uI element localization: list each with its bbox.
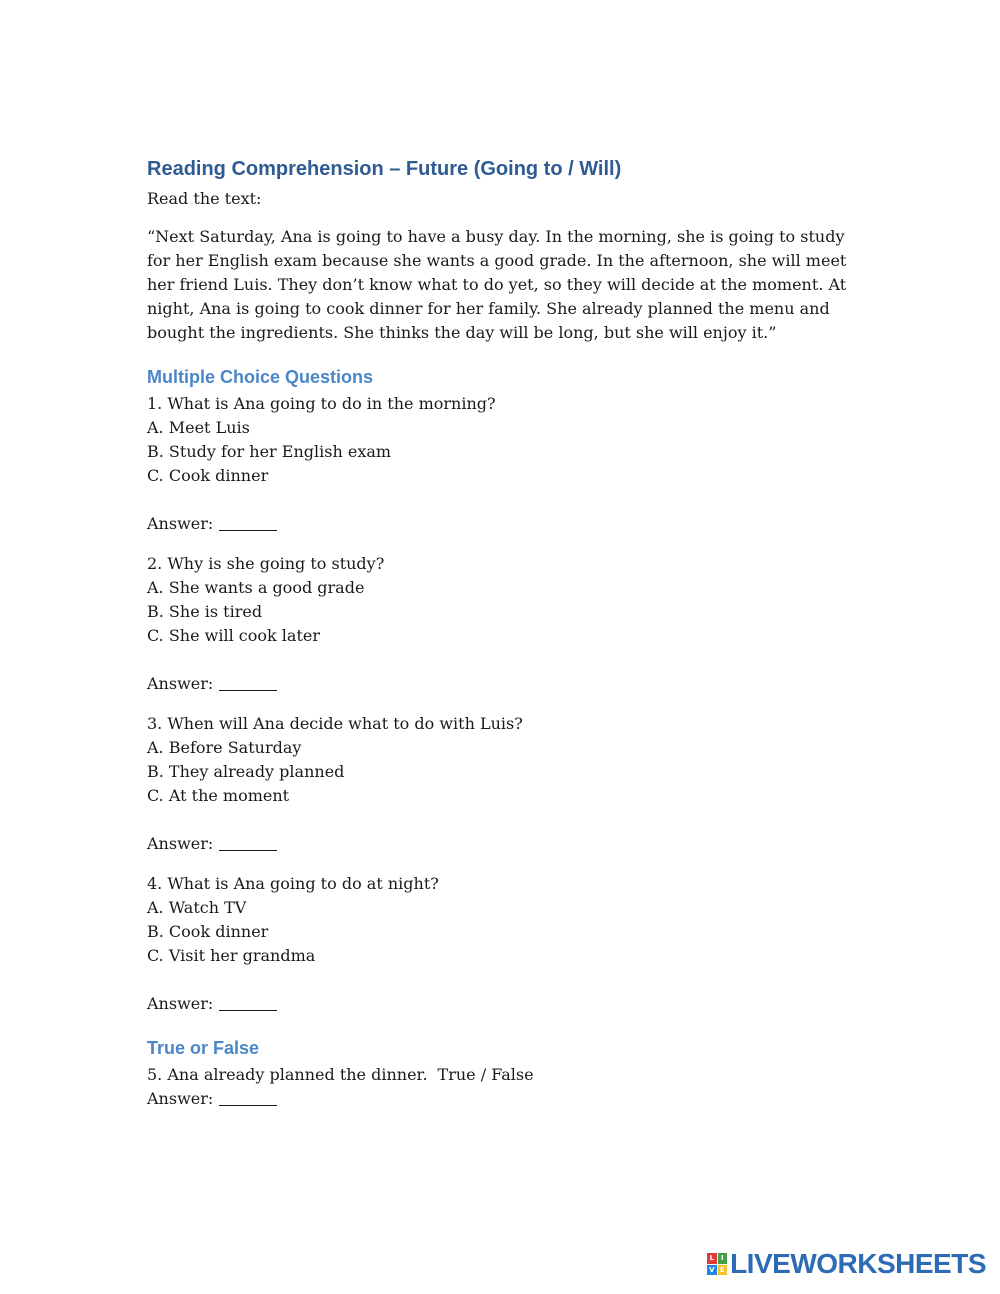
answer-row [147,512,867,536]
option-c[interactable]: C. At the moment [147,786,290,805]
option-b[interactable]: B. They already planned [147,762,345,781]
answer-label: Answer: [147,514,214,533]
mc-heading: Multiple Choice Questions [147,367,374,387]
tf-heading: True or False [147,1038,260,1058]
true-false-question [147,1063,867,1111]
option-a[interactable]: A. Watch TV [147,898,247,917]
question-text: 3. When will Ana decide what to do with Luis? [147,714,523,733]
badge-letter-i: I [718,1253,728,1264]
option-c[interactable]: C. She will cook later [147,626,321,645]
worksheet [147,158,867,1111]
answer-row [147,992,867,1016]
badge-letter-l: L [707,1253,717,1264]
instruction: Read the text: [147,189,262,208]
answer-label: Answer: [147,834,214,853]
option-a[interactable]: A. Meet Luis [147,418,250,437]
question-4 [147,872,867,1016]
reading-passage: “Next Saturday, Ana is going to have a busy day. In the morning, she is going to study for her English exam because she wants a good grade. In the afternoon, she will meet her friend Luis. They don’t know what to do yet, so they will decide at the moment. At night, Ana is going to cook dinner for her family. She already planned the menu and bought the ingredients. She thinks the day will be long, but she will enjoy it.” [147,227,847,342]
tf-options[interactable]: True / False [437,1065,534,1084]
question-text: 4. What is Ana going to do at night? [147,874,439,893]
badge-letter-v: V [707,1265,717,1276]
page-title: Reading Comprehension – Future (Going to / Will) [147,158,622,180]
answer-label: Answer: [147,674,214,693]
logo-text: LIVEWORKSHEETS [730,1248,986,1279]
option-a[interactable]: A. She wants a good grade [147,578,365,597]
tf-statement: 5. Ana already planned the dinner. [147,1065,428,1084]
answer-row [147,832,867,856]
option-b[interactable]: B. Study for her English exam [147,442,392,461]
answer-row [147,672,867,696]
liveworksheets-logo [707,1248,986,1280]
answer-blank[interactable] [219,514,277,531]
answer-blank[interactable] [219,994,277,1011]
question-list [147,392,867,1016]
answer-label: Answer: [147,1089,214,1108]
answer-label: Answer: [147,994,214,1013]
question-2 [147,552,867,696]
live-badge-icon [707,1253,727,1275]
option-c[interactable]: C. Visit her grandma [147,946,316,965]
tf-row [147,1063,867,1087]
option-b[interactable]: B. Cook dinner [147,922,269,941]
option-b[interactable]: B. She is tired [147,602,263,621]
answer-blank[interactable] [219,674,277,691]
question-text: 1. What is Ana going to do in the morning? [147,394,496,413]
option-c[interactable]: C. Cook dinner [147,466,269,485]
answer-blank[interactable] [219,1089,277,1106]
option-a[interactable]: A. Before Saturday [147,738,302,757]
answer-row [147,1087,867,1111]
question-1 [147,392,867,536]
question-text: 2. Why is she going to study? [147,554,385,573]
question-3 [147,712,867,856]
badge-letter-e: E [718,1265,728,1276]
answer-blank[interactable] [219,834,277,851]
